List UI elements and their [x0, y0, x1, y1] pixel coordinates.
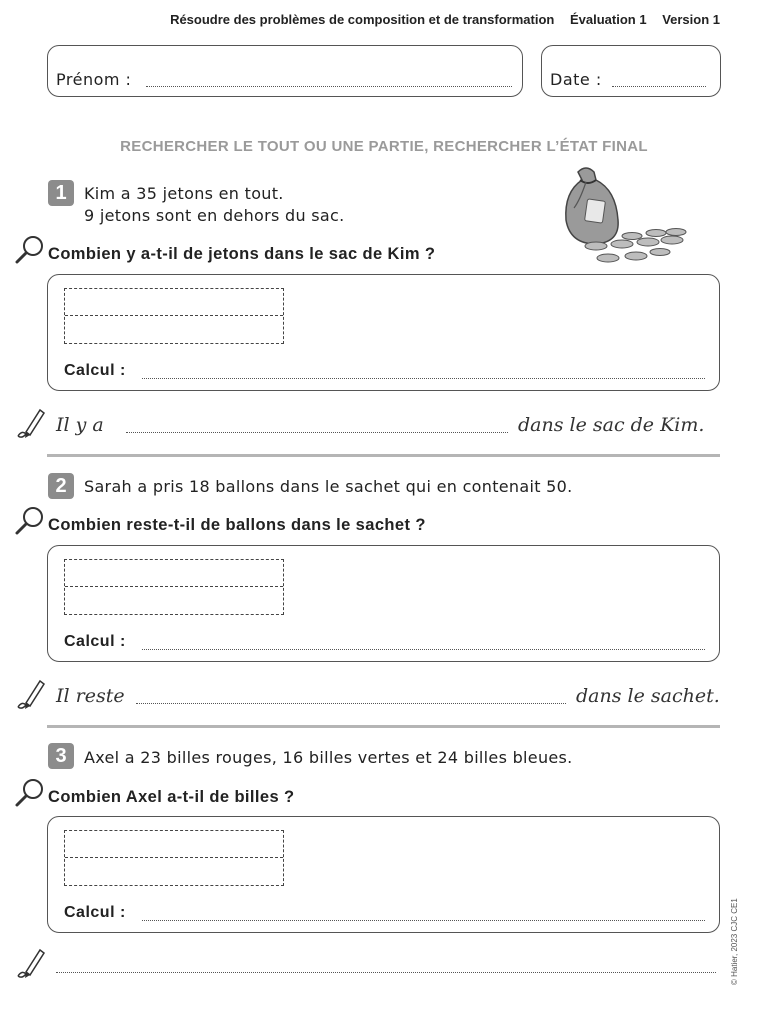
section-title: RECHERCHER LE TOUT OU UNE PARTIE, RECHERCHER L’ÉTAT FINAL: [120, 138, 648, 155]
separator: [47, 725, 720, 728]
problem-3-question: Combien Axel a-t-il de billes ?: [48, 788, 295, 806]
date-label: Date :: [550, 70, 602, 89]
problem-2-draft-area[interactable]: [64, 559, 284, 615]
header-evaluation: Évaluation 1: [569, 12, 647, 27]
problem-1-statement-line-1: Kim a 35 jetons en tout.: [84, 184, 284, 203]
problem-2-calcul-field[interactable]: [142, 649, 705, 650]
bag-of-tokens-icon: [556, 160, 696, 270]
problem-3-calcul-label: Calcul :: [64, 904, 126, 921]
page-header: [0, 12, 720, 27]
problem-1-answer-box[interactable]: [47, 274, 720, 391]
copyright: © Hatier, 2023 CJC CE1: [730, 898, 739, 985]
pencil-icon: [16, 677, 46, 711]
magnifier-icon: [14, 777, 46, 809]
problem-2-answer-field[interactable]: [136, 703, 566, 704]
problem-1-calcul-label: Calcul :: [64, 362, 126, 379]
problem-1-question: Combien y a-t-il de jetons dans le sac de Kim ?: [48, 245, 436, 263]
date-field[interactable]: [612, 86, 706, 87]
problem-2-statement-line-1: Sarah a pris 18 ballons dans le sachet qui en contenait 50.: [84, 477, 573, 496]
header-title: Résoudre des problèmes de composition et de transformation: [170, 12, 555, 27]
problem-3-calcul-field[interactable]: [142, 920, 705, 921]
problem-1-number: 1: [48, 180, 74, 206]
problem-1-draft-area[interactable]: [64, 288, 284, 344]
problem-3-answer-box[interactable]: [47, 816, 720, 933]
draft-divider: [65, 586, 283, 587]
problem-1-answer-start: Il y a: [56, 414, 104, 436]
prenom-label: Prénom :: [56, 70, 132, 89]
magnifier-icon: [14, 505, 46, 537]
problem-2-answer-box[interactable]: [47, 545, 720, 662]
problem-1-answer-field[interactable]: [126, 432, 508, 433]
magnifier-icon: [14, 234, 46, 266]
prenom-field[interactable]: [146, 86, 512, 87]
separator: [47, 454, 720, 457]
draft-divider: [65, 857, 283, 858]
prenom-box[interactable]: [47, 45, 523, 97]
problem-2-calcul-label: Calcul :: [64, 633, 126, 650]
problem-2-answer-end: dans le sachet.: [576, 685, 720, 707]
problem-1-calcul-field[interactable]: [142, 378, 705, 379]
problem-3-answer-field[interactable]: [56, 972, 716, 973]
pencil-icon: [16, 946, 46, 980]
problem-2-number: 2: [48, 473, 74, 499]
date-box[interactable]: [541, 45, 721, 97]
header-version: Version 1: [662, 12, 720, 27]
problem-3-number: 3: [48, 743, 74, 769]
problem-2-question: Combien reste-t-il de ballons dans le sachet ?: [48, 516, 426, 534]
problem-2-answer-start: Il reste: [56, 685, 125, 707]
problem-3-draft-area[interactable]: [64, 830, 284, 886]
problem-1-answer-end: dans le sac de Kim.: [518, 414, 705, 436]
problem-1-statement-line-2: 9 jetons sont en dehors du sac.: [84, 206, 345, 225]
draft-divider: [65, 315, 283, 316]
pencil-icon: [16, 406, 46, 440]
problem-3-statement-line-1: Axel a 23 billes rouges, 16 billes vertes et 24 billes bleues.: [84, 748, 573, 767]
